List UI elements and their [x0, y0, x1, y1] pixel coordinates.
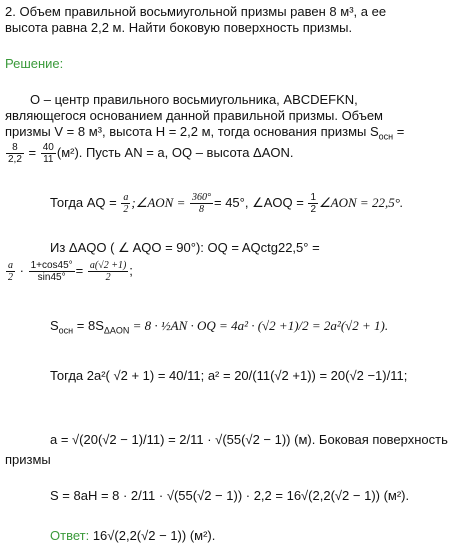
- para1-line-3: призмы V = 8 м³, высота H = 2,2 м, тогда основания призмы $S_{осн}$ =: [5, 124, 405, 142]
- equation-a-squared: Тогда 2a²( √2 + 1) = 40/11; a² = 20/(11(√2 +1)) = 20(√2 −1)/11;: [50, 368, 408, 383]
- equation-lateral-area: S = 8aH = 8 · 2/11 · √(55(√2 − 1)) · 2,2 = 16√(2,2(√2 − 1)) (м²).: [50, 488, 410, 503]
- equation-aq: Тогда AQ = $\frac{a}{2}$ ;∠AON = $\frac{360^\circ}{8}$ = 45°, ∠AOQ = $\frac{1}{2}$ ∠AON = 22,5°.: [50, 192, 404, 215]
- problem-line-1: 2. Объем правильной восьмиугольной призмы равен 8 м³, а ее: [5, 4, 387, 19]
- problem-line-2: высота равна 2,2 м. Найти боковую поверхность призмы.: [5, 20, 353, 35]
- fraction: $\frac{40}{11}$: [42, 142, 54, 165]
- para1-line-1: O – центр правильного восьмиугольника, ABCDEFKN,: [30, 92, 358, 107]
- answer: Ответ: 16√(2,2(√2 − 1)) (м²).: [50, 528, 216, 543]
- equation-s-base: $S_{осн} = 8S_{\Delta AON} = 8$ · ½AN · OQ = 4a² · (√2 +1)/2 = 2a²(√2 + 1).: [50, 318, 389, 336]
- equation-oq-line-2: $\frac{a}{2}$ · $\frac{1+\cos 45^\circ}{\sin 45^\circ}$ = $\frac{a(√2 +1)}{2}$ ;: [8, 260, 133, 283]
- solution-label: Решение:: [5, 56, 64, 71]
- equation-a: a = √(20(√2 − 1)/11) = 2/11 · √(55(√2 − 1)) (м). Боковая поверхность: [50, 432, 448, 447]
- equation-oq-line-1: Из ΔAQO ( ∠ AQO = 90°): OQ = AQctg22,5° =: [50, 240, 320, 255]
- equation-a-cont: призмы: [5, 452, 51, 467]
- para1-line-2: являющегося основанием данной правильной призмы. Объем: [5, 108, 383, 123]
- fraction: $\frac{8}{2,2}$: [8, 142, 22, 165]
- para1-line-4: $\frac{8}{2,2}$ = $\frac{40}{11}$ (м²). Пусть AN = a, OQ – высота ΔAON.: [8, 142, 294, 165]
